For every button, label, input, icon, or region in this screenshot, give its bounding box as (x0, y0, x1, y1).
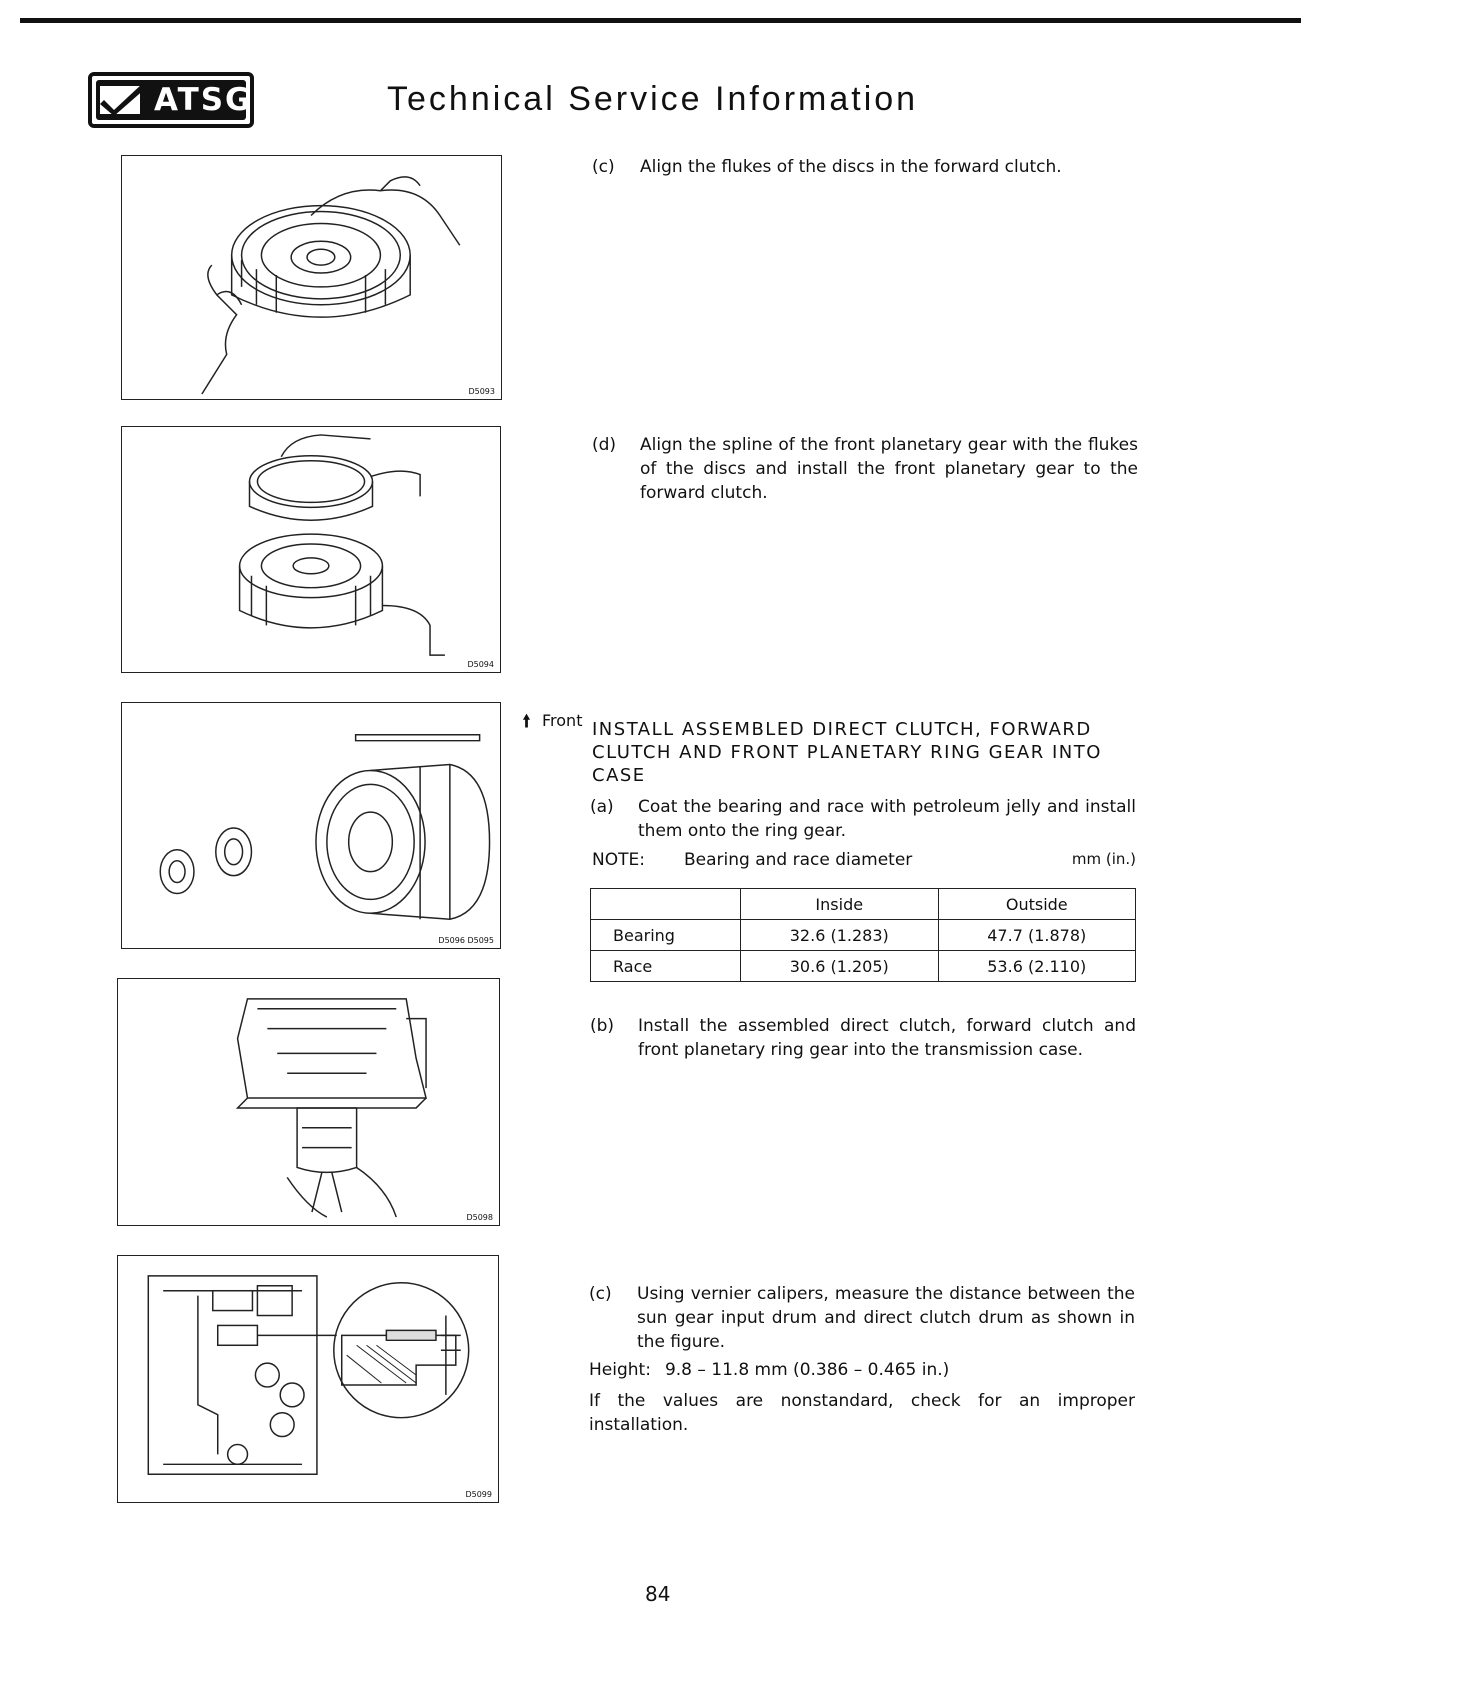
step-a-coat-bearing (590, 795, 1136, 847)
bearing-race-table (590, 888, 1136, 982)
figure-forward-clutch-discs (121, 155, 502, 400)
table-header-inside: Inside (741, 889, 939, 920)
figure-install-into-case (117, 978, 500, 1226)
step-label: (b) (590, 1016, 615, 1036)
figure-front-planetary-gear (121, 426, 501, 673)
row-name: Bearing (591, 920, 741, 951)
table-header-outside: Outside (938, 889, 1136, 920)
step-text: Using vernier calipers, measure the distance between the sun gear input drum and direct clutch drum as shown in the figure. (637, 1284, 1135, 1352)
page-title: Technical Service Information (387, 80, 919, 118)
figure-code: D5096 D5095 (438, 936, 494, 945)
front-label: Front (542, 711, 583, 730)
atsg-logo (88, 72, 254, 128)
check-icon (96, 80, 148, 120)
note-text: Bearing and race diameter (684, 850, 913, 870)
figure-code: D5093 (468, 387, 495, 396)
figure-code: D5094 (467, 660, 494, 669)
inside-value: 32.6 (1.283) (741, 920, 939, 951)
table-header-blank (591, 889, 741, 920)
nonstandard-warning: If the values are nonstandard, check for an improper installation. (589, 1391, 1135, 1435)
case-install-illustration (118, 979, 499, 1225)
step-label: (a) (590, 797, 614, 817)
step-label: (d) (592, 435, 617, 455)
step-b-install-assembly (590, 1014, 1136, 1094)
height-value: 9.8 – 11.8 mm (0.386 – 0.465 in.) (664, 1360, 950, 1380)
figure-vernier-measurement (117, 1255, 499, 1503)
height-label: Height: (589, 1360, 651, 1380)
page-number: 84 (645, 1582, 671, 1606)
table-header-row (591, 889, 1136, 920)
step-text: Align the flukes of the discs in the forward clutch. (640, 157, 1062, 177)
note-label: NOTE: (592, 850, 645, 870)
table-row (591, 951, 1136, 982)
clutch-illustration (122, 156, 501, 399)
figure-code: D5098 (466, 1213, 493, 1222)
figure-bearing-race-ring-gear (121, 702, 583, 949)
vernier-illustration (118, 1256, 498, 1502)
logo-text: ATSG (154, 82, 253, 118)
top-rule (20, 18, 1301, 23)
arrow-up-icon: 🠙 (522, 711, 532, 731)
step-text: Align the spline of the front planetary gear with the flukes of the discs and install the front planetary gear to the forward clutch. (640, 435, 1138, 503)
step-d-align-spline (592, 433, 1138, 513)
outside-value: 53.6 (2.110) (938, 951, 1136, 982)
step-c-vernier-measure (589, 1282, 1135, 1362)
step-c-align-flukes (592, 155, 1132, 183)
planetary-gear-illustration (122, 427, 500, 672)
note-unit: mm (in.) (1071, 850, 1136, 868)
step-text: Install the assembled direct clutch, forward clutch and front planetary ring gear into the transmission case. (638, 1016, 1136, 1060)
section-heading: INSTALL ASSEMBLED DIRECT CLUTCH, FORWARD CLUTCH AND FRONT PLANETARY RING GEAR INTO CASE (592, 719, 1102, 786)
inside-value: 30.6 (1.205) (741, 951, 939, 982)
figure-code: D5099 (465, 1490, 492, 1499)
note-line (592, 850, 1142, 874)
ring-gear-illustration (122, 703, 500, 948)
step-label: (c) (589, 1284, 612, 1304)
height-spec (589, 1360, 949, 1380)
step-text: Coat the bearing and race with petroleum jelly and install them onto the ring gear. (638, 797, 1136, 841)
outside-value: 47.7 (1.878) (938, 920, 1136, 951)
row-name: Race (591, 951, 741, 982)
step-label: (c) (592, 157, 615, 177)
table-row (591, 920, 1136, 951)
